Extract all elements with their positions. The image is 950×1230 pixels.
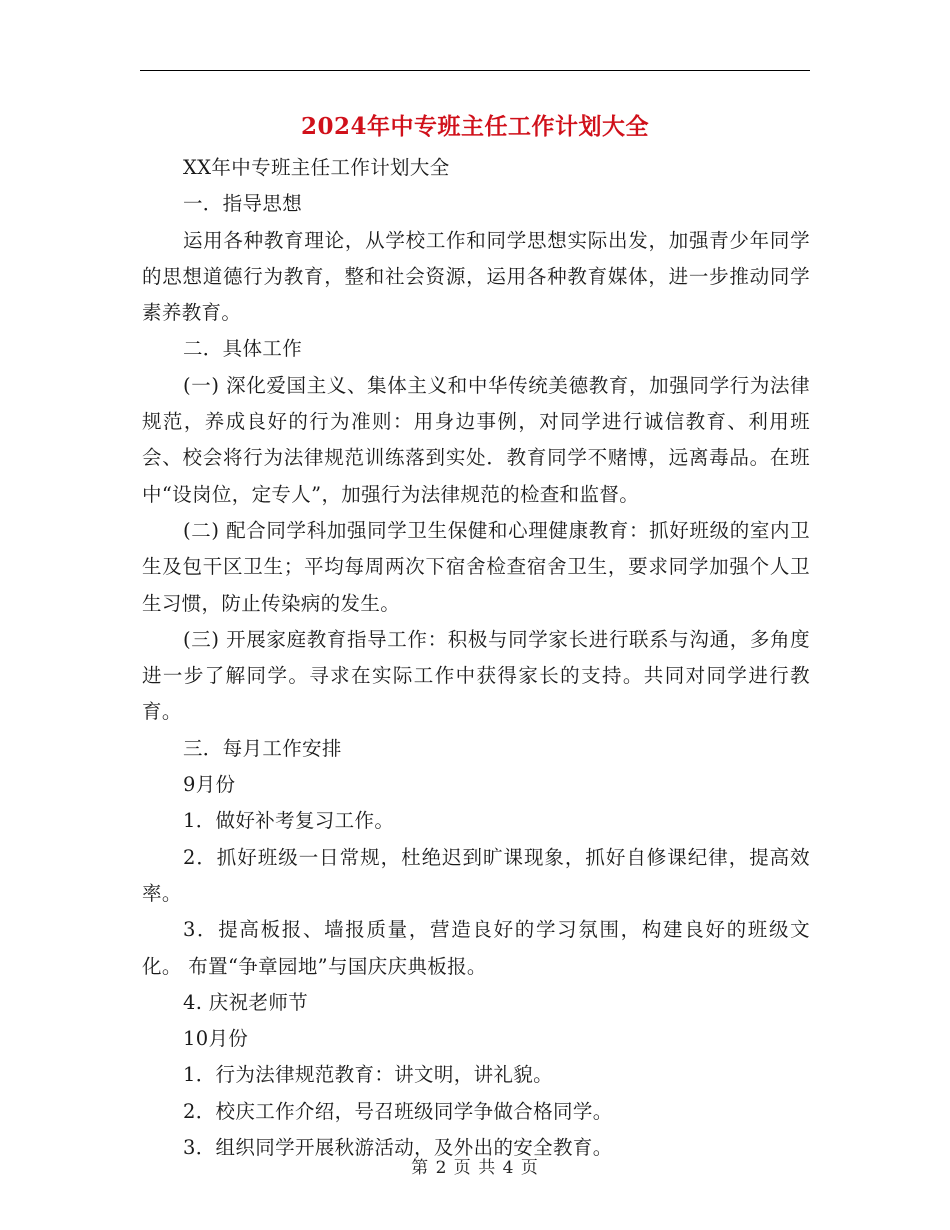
list-item: 4. 庆祝老师节 xyxy=(182,990,309,1014)
document-body xyxy=(142,150,810,1166)
header-divider xyxy=(140,70,810,71)
body-paragraph: (二) 配合同学科加强同学卫生保健和心理健康教育：抓好班级的室内卫生及包干区卫生；平均每周两次下宿舍检查宿舍卫生，要求同学加强个人卫生习惯，防止传染病的发生。 xyxy=(142,518,810,615)
list-item: 2．校庆工作介绍，号召班级同学争做合格同学。 xyxy=(182,1099,613,1123)
month-heading-october: 10月份 xyxy=(182,1027,249,1051)
section-heading-guiding-ideology: 一．指导思想 xyxy=(182,192,303,216)
list-item: 1．行为法律规范教育：讲文明，讲礼貌。 xyxy=(182,1063,553,1087)
list-item: 3．组织同学开展秋游活动，及外出的安全教育。 xyxy=(182,1136,613,1160)
section-heading-specific-work: 二．具体工作 xyxy=(182,337,303,361)
list-item: 1．做好补考复习工作。 xyxy=(182,809,395,833)
body-paragraph: 运用各种教育理论，从学校工作和同学思想实际出发，加强青少年同学的思想道德行为教育，整和社会资源，运用各种教育媒体，进一步推动同学素养教育。 xyxy=(142,228,810,325)
document-title: 2024年中专班主任工作计划大全 xyxy=(300,113,649,140)
month-heading-september: 9月份 xyxy=(182,773,236,797)
body-paragraph: (三) 开展家庭教育指导工作：积极与同学家长进行联系与沟通，多角度进一步了解同学。寻求在实际工作中获得家长的支持。共同对同学进行教育。 xyxy=(142,627,810,724)
subtitle-paragraph: XX年中专班主任工作计划大全 xyxy=(182,156,450,179)
list-item: 3．提高板报、墙报质量，营造良好的学习氛围，构建良好的班级文化。 布置“争章园地”与国庆庆典板报。 xyxy=(142,918,810,978)
page-number-footer: 第 2 页 共 4 页 xyxy=(411,1158,539,1178)
body-paragraph: (一) 深化爱国主义、集体主义和中华传统美德教育，加强同学行为法律规范，养成良好的行为准则：用身边事例，对同学进行诚信教育、利用班会、校会将行为法律规范训练落到实处．教育同学不赌博，远离毒品。在班中“设岗位，定专人”，加强行为法律规范的检查和监督。 xyxy=(142,373,810,506)
section-heading-monthly-plan: 三．每月工作安排 xyxy=(182,736,342,760)
list-item: 2．抓好班级一日常规，杜绝迟到旷课现象，抓好自修课纪律，提高效率。 xyxy=(142,845,810,905)
